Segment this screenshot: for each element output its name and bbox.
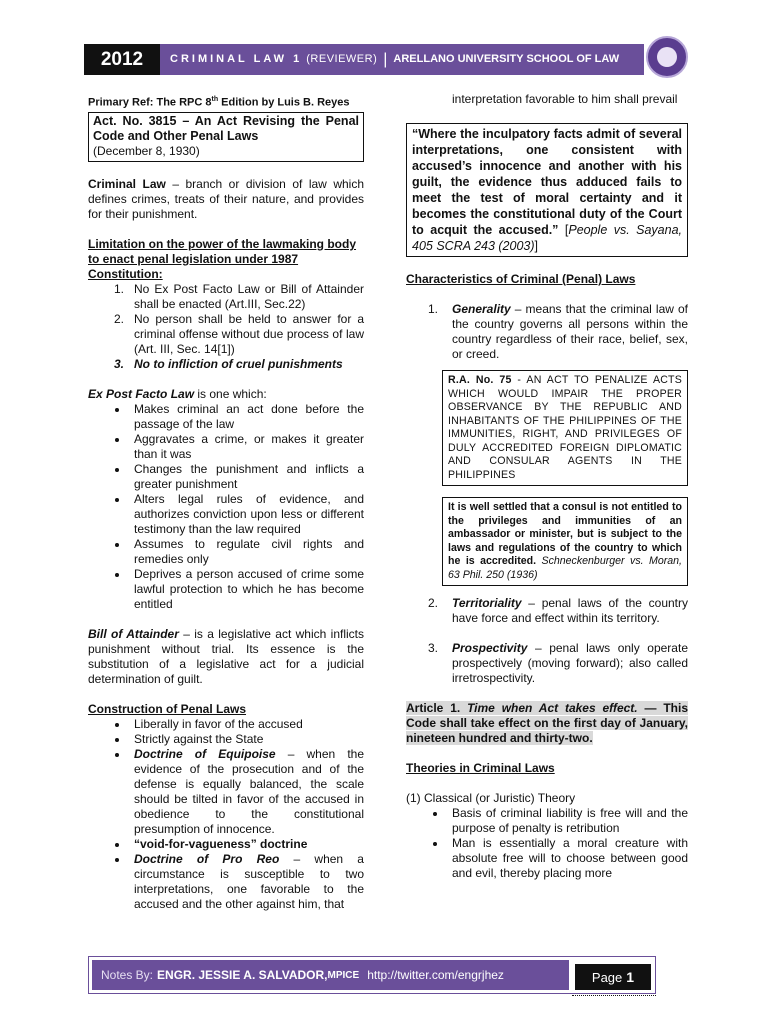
list-item: “void-for-vagueness” doctrine: [88, 837, 364, 852]
consul-case-box: It is well settled that a consul is not entitled to the privileges and immunities of an ambassador or minister, but is subject to the laws and regulations of the country to which he is accredited. Schneckenburger vs. Moran, 63 Phil. 250 (1936): [442, 497, 688, 586]
list-item: Deprives a person accused of crime some lawful protection to which he has become entitled: [88, 567, 364, 612]
page-number-badge: [575, 964, 651, 990]
primary-reference: Primary Ref: The RPC 8th Edition by Luis B. Reyes: [88, 96, 350, 109]
footer-divider: [572, 995, 656, 996]
list-item: 2. No person shall be held to answer for a criminal offense without due process of law (Art. III, Sec. 14[1]): [114, 311, 364, 356]
ex-post-facto-intro: Ex Post Facto Law is one which:: [88, 386, 267, 401]
list-item: Man is essentially a moral creature with absolute free will to choose between good and evil, thereby placing more: [406, 836, 688, 881]
territoriality-item: 2. Territoriality – penal laws of the country have force and effect within its territory.: [428, 596, 688, 625]
prospectivity-item: 3. Prospectivity – penal laws only operate prospectively (moving forward); also called irretrospectivity.: [428, 641, 688, 685]
list-item: Strictly against the State: [88, 732, 364, 747]
ra-75-box: R.A. No. 75 - AN ACT TO PENALIZE ACTS WHICH WOULD IMPAIR THE PROPER OBSERVANCE BY THE REPUBLIC AND INHABITANTS OF THE PHILIPPINES OF THE IMMUNITIES, RIGHT, AND PRIVILEGES OF DULY ACCREDITED FOREIGN DIPLOMATIC AND CONSULAR AGENTS IN THE PHILIPPINES: [442, 370, 688, 486]
article-1: Article 1. Time when Act takes effect. — This Code shall take effect on the first day of January, nineteen hundred and thirty-two.: [406, 701, 688, 745]
criminal-law-definition: Criminal Law – branch or division of law which defines crimes, treats of their nature, and provides for their punishment.: [88, 176, 364, 221]
list-item: 1. No Ex Post Facto Law or Bill of Attainder shall be enacted (Art.III, Sec.22): [114, 281, 364, 311]
construction-heading: Construction of Penal Laws: [88, 701, 247, 716]
twitter-link[interactable]: http://twitter.com/engrjhez: [367, 967, 504, 982]
page-number: 1: [626, 968, 635, 985]
footer-author-bar: [92, 960, 569, 990]
page-label: Page: [591, 969, 623, 985]
list-item: Alters legal rules of evidence, and authorizes conviction upon less or different testimony than the law required: [88, 492, 364, 537]
list-item: 3. No to infliction of cruel punishments: [114, 356, 343, 371]
continued-text: interpretation favorable to him shall prevail: [452, 92, 678, 106]
bill-of-attainder-definition: Bill of Attainder – is a legislative act which inflicts punishment without trial. Its essence is the substitution of a legislative act for a judicial determination of guilt.: [88, 626, 365, 686]
act-title: Act. No. 3815 – An Act Revising the Penal Code and Other Penal Laws: [93, 113, 359, 143]
limitation-heading: Limitation on the power of the lawmaking body to enact penal legislation under 1987 Constitution:: [88, 236, 357, 281]
list-item: Makes criminal an act done before the passage of the law: [88, 402, 364, 432]
list-item: Aggravates a crime, or makes it greater than it was: [88, 432, 364, 462]
jurisprudence-quote-box: “Where the inculpatory facts admit of several interpretations, one consistent with accused’s innocence and another with his guilt, the evidence thus adduced fails to meet the test of moral certainty and it becomes the constitutional duty of the Court to acquit the accused.” [People vs. Sayana, 405 SCRA 243 (2003)]: [406, 123, 688, 257]
ex-post-facto-list: [88, 402, 364, 612]
header-separator: |: [383, 51, 388, 68]
list-item: Doctrine of Pro Reo – when a circumstance is susceptible to two interpretations, one favorable to the accused and the other against him, that: [88, 852, 364, 912]
classical-theory: (1) Classical (or Juristic) Theory: [406, 791, 576, 805]
page-footer: [88, 956, 656, 994]
header-year: 2012: [84, 44, 160, 75]
limitation-list: [88, 282, 364, 372]
header-school: ARELLANO UNIVERSITY SCHOOL OF LAW: [393, 53, 620, 65]
author-credential: MPICE: [327, 969, 360, 981]
act-date: (December 8, 1930): [93, 143, 200, 158]
characteristics-heading: Characteristics of Criminal (Penal) Laws: [406, 272, 636, 286]
header-title: CRIMINAL LAW 1: [170, 53, 303, 65]
construction-list: [88, 717, 364, 912]
theories-heading: Theories in Criminal Laws: [406, 761, 555, 775]
act-title-box: [88, 112, 364, 162]
school-seal-logo: [646, 36, 688, 78]
page-header: [84, 44, 644, 75]
classical-theory-list: [406, 806, 688, 881]
header-subtitle: (REVIEWER): [306, 53, 378, 65]
right-column: [406, 92, 688, 881]
notes-by-label: Notes By:: [101, 967, 154, 982]
header-band: [160, 44, 644, 75]
list-item: Assumes to regulate civil rights and remedies only: [88, 537, 364, 567]
left-column: [88, 92, 364, 912]
list-item: Liberally in favor of the accused: [88, 717, 364, 732]
list-item: Doctrine of Equipoise – when the evidence of the prosecution and of the defense is equally balanced, the scale should be tilted in favor of the accused in obedience to the constitutional presumption of innocence.: [88, 747, 364, 837]
author-name: ENGR. JESSIE A. SALVADOR,: [157, 967, 328, 982]
list-item: Changes the punishment and inflicts a greater punishment: [88, 462, 364, 492]
list-item: Basis of criminal liability is free will and the purpose of penalty is retribution: [406, 806, 688, 836]
generality-item: 1. Generality – means that the criminal law of the country governs all persons within the country regardless of their race, belief, sex, or creed.: [428, 302, 688, 361]
